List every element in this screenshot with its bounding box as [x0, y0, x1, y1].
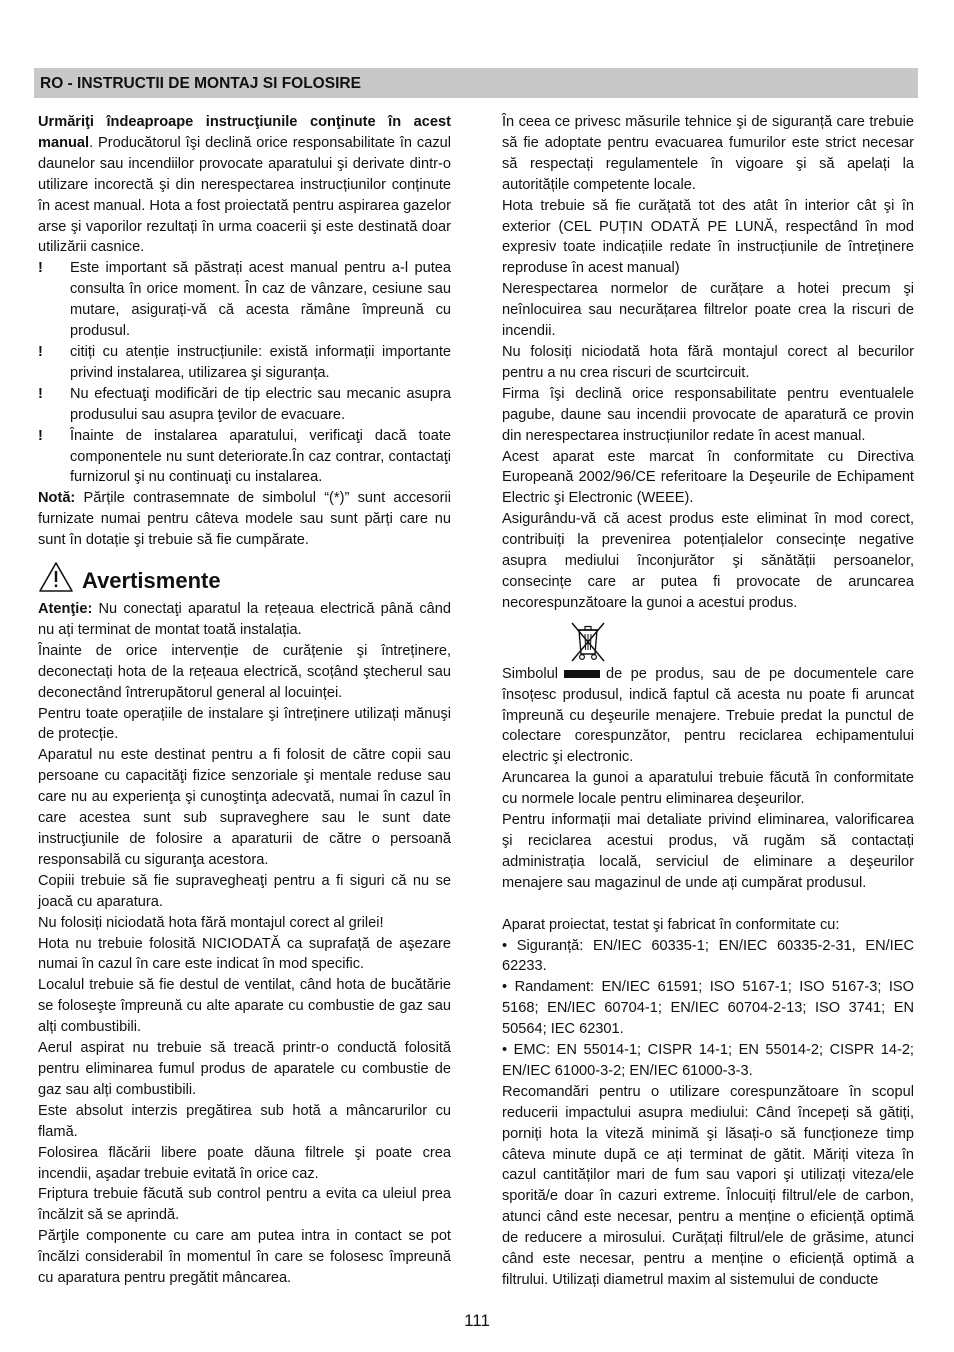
safety-paragraph: Nerespectarea normelor de curățare a hotei precum şi neînlocuirea sau necurățarea filtrelor poate crea la riscuri de incendii. [502, 281, 914, 340]
bullet-item [38, 426, 451, 489]
compliance-item: • EMC: EN 55014-1; CISPR 14-1; EN 55014-2; CISPR 14-2; EN/IEC 61000-3-2; EN/IEC 61000-3-3. [502, 1042, 914, 1079]
page-number: 111 [464, 1311, 490, 1330]
black-bar-symbol-icon [564, 670, 600, 678]
warning-paragraph: Aerul aspirat nu trebuie să treacă printr-o conductă folosită pentru eliminarea fumul produs de aparatele cu combustie de gaz sau alți combustibili. [38, 1040, 451, 1098]
symbol-text: de pe produs, sau de pe documentele care însoțesc produsul, indică faptul că acesta nu poate fi aruncat împreună cu deşeurile menajere. Trebuie predat la punctul de colectare corespunzător, pentru reciclarea echipamentului electric şi electronic. [502, 665, 914, 766]
attention-text: Nu conectaţi aparatul la rețeaua electrică până când nu ați terminat de montat toată instalația. [38, 601, 451, 638]
warning-paragraph: Este absolut interzis pregătirea sub hotă a mâncarurilor cu flamă. [38, 1102, 451, 1140]
compliance-intro: Aparat proiectat, testat şi fabricat în conformitate cu: [502, 916, 840, 933]
section-header-bar [34, 68, 918, 98]
bullet-mark: ! [38, 427, 43, 444]
bullet-item [38, 258, 451, 342]
bullet-text: Este important să păstrați acest manual pentru a-l putea consulta în orice moment. În caz de vânzare, cesiune sau mutare, asigurați-vă că acesta rămâne împreună cu produsul. [70, 260, 451, 340]
bullet-item [38, 342, 451, 384]
bullet-text: citiți cu atenție instrucțiunile: există informații importante privind instalarea, utilizarea şi siguranța. [70, 343, 451, 381]
warning-paragraph: Nu folosiți niciodată hota fără montajul corect al grilei! [38, 914, 384, 931]
safety-paragraph: Hota trebuie să fie curățată tot des atât în interior cât şi în exterior (CEL PUȚIN ODATĂ PE LUNĂ, respectând în mod expresiv toate indicațiile redate în instrucțiunile de întreținere reproduse în acest manual) [502, 197, 914, 277]
attention-label: Atenţie: [38, 601, 93, 618]
symbol-lead: Simbolul [502, 665, 558, 682]
crossed-out-bin-icon [568, 620, 608, 664]
bullet-item [38, 384, 451, 426]
bullet-mark: ! [38, 260, 43, 277]
warnings-title: Avertismente [82, 568, 221, 594]
intro-bold-text: Urmăriţi îndeaproape instrucţiunile conţinute în acest manual [38, 114, 451, 151]
warning-paragraph: Localul trebuie să fie destul de ventilat, când hota de bucătărie se foloseşte împreună cu alte aparate cu combustie de gaz sau alți combustibili. [38, 977, 451, 1036]
right-column [502, 112, 914, 1291]
intro-text: . Producătorul îşi declină orice responsabilitate în cazul daunelor sau incendiilor provocate aparatului şi derivate dintr-o utilizare incorectă şi din nerespectarea instrucțiunilor conținute în acest manual. Hota a fost proiectată pentru aspirarea gazelor arse şi vaporilor rezultați în urma coacerii şi este destinată doar utilizării casnice. [38, 134, 451, 256]
warning-paragraph: Înainte de orice intervenție de curățenie şi întreținere, deconectați hota de la rețeaua electrică, scoțând ştecherul sau deconectând întrerupătorul general al locuinței. [38, 642, 451, 701]
warning-paragraph: Friptura trebuie făcută sub control pentru a evita ca uleiul prea încălzit să se aprindă. [38, 1186, 451, 1224]
spacer [502, 894, 914, 915]
note-paragraph [38, 488, 451, 551]
recommendations-paragraph: Recomandări pentru o utilizare corespunzătoare în scopul reducerii impactului asupra mediului: Când începeți să gătiți, porniți hota la viteză minimă şi lăsați-o să funcționeze timp câteva minute după ce ați terminat de gătit. Măriți viteza în cazul cantităților mari de fum sau vapori şi utilizați viteza/ele sporită/e doar în cazuri extreme. Înlocuiți filtrul/ele de carbon, atunci când este necesar, pentru a menține o eficiență optimă de reducere a mirosului. Curățați filtrul/ele de grăsime, atunci când este necesar, pentru a menține o eficiență optimă a filtrului. Utilizați diametrul maxim al sistemului de conducte [502, 1083, 914, 1289]
warning-paragraph: Pentru toate operațiile de instalare şi întreținere utilizați mănuşi de protecție. [38, 705, 451, 743]
warning-paragraph: Aparatul nu este destinat pentru a fi folosit de către copii sau persoane cu capacităţi fizice senzoriale şi mentale reduse sau care nu au experienţa şi cunoştinţa adecvată, numai în cazul în care acestea sunt sub supraveghere sau le sunt date instrucţiunile de folosire a aparaturii de către o persoană responsabilă cu siguranţa acestora. [38, 747, 451, 868]
safety-paragraph: Nu folosiți niciodată hota fără montajul corect al becurilor pentru a nu crea riscuri de scurtcircuit. [502, 343, 914, 381]
warning-triangle-icon [38, 561, 74, 593]
weee-paragraph: Acest aparat este marcat în conformitate cu Directiva Europeană 2002/96/CE referitoare la Deşeurile de Echipament Electric şi Electronic (WEEE). [502, 448, 914, 507]
disposal-paragraph: Pentru informații mai detaliate privind eliminarea, valorificarea şi reciclarea acestui produs, vă rugăm să contactați administrația locală, serviciul de eliminare a deşeurilor menajere sau magazinul de unde ați cumpărat produsul. [502, 812, 914, 891]
warning-paragraph: Copiii trebuie să fie supravegheaţi pentru a fi siguri că nu se joacă cu aparatura. [38, 872, 451, 910]
weee-paragraph: Asigurându-vă că acest produs este eliminat în mod corect, contribuiți la prevenirea potențialelor consecințe negative asupra mediului înconjurător şi sănătății persoanelor, consecințe care ar putea fi provocate de aruncarea necorespunzătoare la gunoi a acestui produs. [502, 511, 914, 611]
compliance-item: • Siguranță: EN/IEC 60335-1; EN/IEC 60335-2-31, EN/IEC 62233. [502, 937, 914, 975]
safety-paragraph: În ceea ce privesc măsurile tehnice şi de siguranță care trebuie să fie adoptate pentru evacuarea fumurilor este strict necesar să respectați regulamentele în vigoare şi să apelați la autoritățile competente locale. [502, 114, 914, 193]
safety-paragraph: Firma îşi declină orice responsabilitate pentru eventualele pagube, daune sau incendii provocate de aparatură ce provin din nerespectarea instrucțiunilor redate în acest manual. [502, 385, 914, 444]
left-column [38, 112, 451, 1289]
note-label: Notă: [38, 490, 76, 507]
warnings-heading [38, 555, 451, 599]
section-title: RO - INSTRUCTII DE MONTAJ SI FOLOSIRE [40, 75, 361, 92]
note-text: Părțile contrasemnate de simbolul “(*)” sunt accesorii furnizate numai pentru câteva modele sau sunt părți care nu sunt în dotație şi trebuie să fie cumpărate. [38, 490, 451, 549]
intro-paragraph [38, 112, 451, 258]
disposal-paragraph: Aruncarea la gunoi a aparatului trebuie făcută în conformitate cu normele locale pentru eliminarea deşeurilor. [502, 770, 914, 808]
bullet-mark: ! [38, 385, 43, 402]
warning-paragraph: Părţile componente cu care am putea intra in contact se pot încălzi considerabil în momentul în care se folosesc împreună cu aparatura pentru pregătit mâncarea. [38, 1228, 451, 1287]
symbol-paragraph [502, 664, 914, 769]
warning-paragraph: Hota nu trebuie folosită NICIODATĂ ca suprafață de aşezare numai în cazul în care este indicat în mod specific. [38, 935, 451, 973]
attention-paragraph [38, 599, 451, 641]
bullet-text: Înainte de instalarea aparatului, verificaţi dacă toate componentele nu sunt deteriorate.În caz contrar, contactaţi furnizorul şi nu continuaţi cu instalarea. [70, 427, 451, 486]
bullet-mark: ! [38, 343, 43, 360]
compliance-item: • Randament: EN/IEC 61591; ISO 5167-1; ISO 5167-3; ISO 5168; EN/IEC 60704-1; EN/IEC 60704-2-13; ISO 3741; EN 50564; IEC 62301. [502, 979, 914, 1038]
warning-paragraph: Folosirea flăcării libere poate dăuna filtrele şi poate crea incendii, aşadar trebuie evitată în orice caz. [38, 1144, 451, 1182]
bullet-text: Nu efectuaţi modificări de tip electric sau mecanic asupra produsului sau asupra ţevilor de evacuare. [70, 385, 451, 423]
